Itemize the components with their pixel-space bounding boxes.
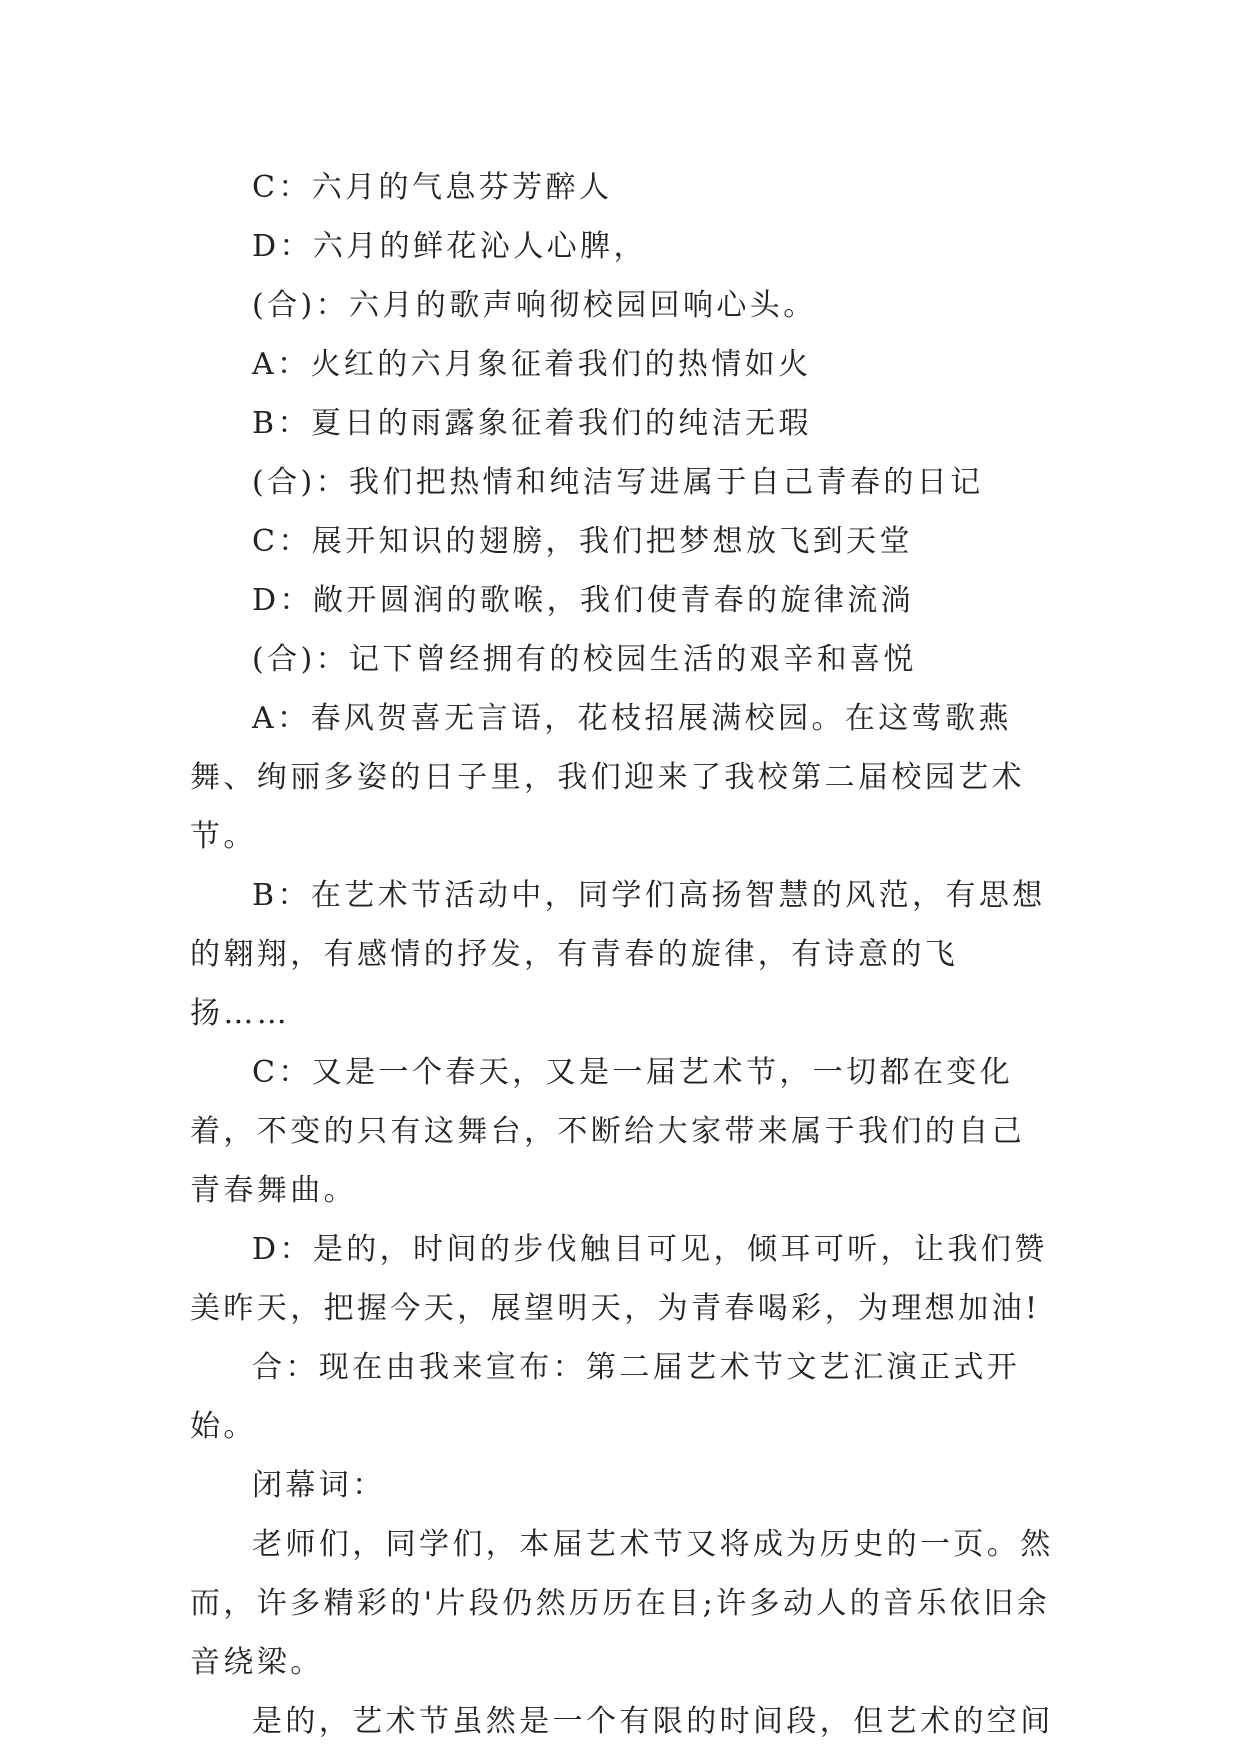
paragraph: C：六月的气息芬芳醉人 [252, 170, 613, 205]
paragraph: 是的，艺术节虽然是一个有限的时间段，但艺术的空间 [252, 1704, 1054, 1739]
document-body [190, 158, 1056, 1751]
paragraph: D：六月的鲜花沁人心脾， [252, 229, 647, 264]
paragraph: A：火红的六月象征着我们的热情如火 [252, 347, 812, 382]
paragraph: (合)：我们把热情和纯洁写进属于自己青春的日记 [252, 465, 984, 500]
paragraph: B：在艺术节活动中，同学们高扬智慧的风范，有思想的翱翔，有感情的抒发，有青春的旋律，有诗意的飞扬…… [190, 878, 1046, 1031]
paragraph: D：敞开圆润的歌喉，我们使青春的旋律流淌 [252, 583, 915, 618]
paragraph: (合)：六月的歌声响彻校园回响心头。 [252, 288, 817, 323]
paragraph: C：又是一个春天，又是一届艺术节，一切都在变化着，不变的只有这舞台，不断给大家带来属于我们的自己青春舞曲。 [190, 1055, 1025, 1208]
paragraph: (合)：记下曾经拥有的校园生活的艰辛和喜悦 [252, 642, 917, 677]
paragraph: A：春风贺喜无言语，花枝招展满校园。在这莺歌燕舞、绚丽多姿的日子里，我们迎来了我校第二届校园艺术节。 [190, 701, 1025, 854]
paragraph: D：是的，时间的步伐触目可见，倾耳可听，让我们赞美昨天，把握今天，展望明天，为青春喝彩，为理想加油! [190, 1232, 1048, 1326]
paragraph: B：夏日的雨露象征着我们的纯洁无瑕 [252, 406, 812, 441]
paragraph: C：展开知识的翅膀，我们把梦想放飞到天堂 [252, 524, 913, 559]
paragraph: 老师们，同学们，本届艺术节又将成为历史的一页。然而，许多精彩的'片段仍然历历在目;许多动人的音乐依旧余音绕梁。 [190, 1527, 1054, 1680]
paragraph: 合：现在由我来宣布：第二届艺术节文艺汇演正式开始。 [190, 1350, 1021, 1444]
section-heading: 闭幕词： [252, 1468, 386, 1503]
